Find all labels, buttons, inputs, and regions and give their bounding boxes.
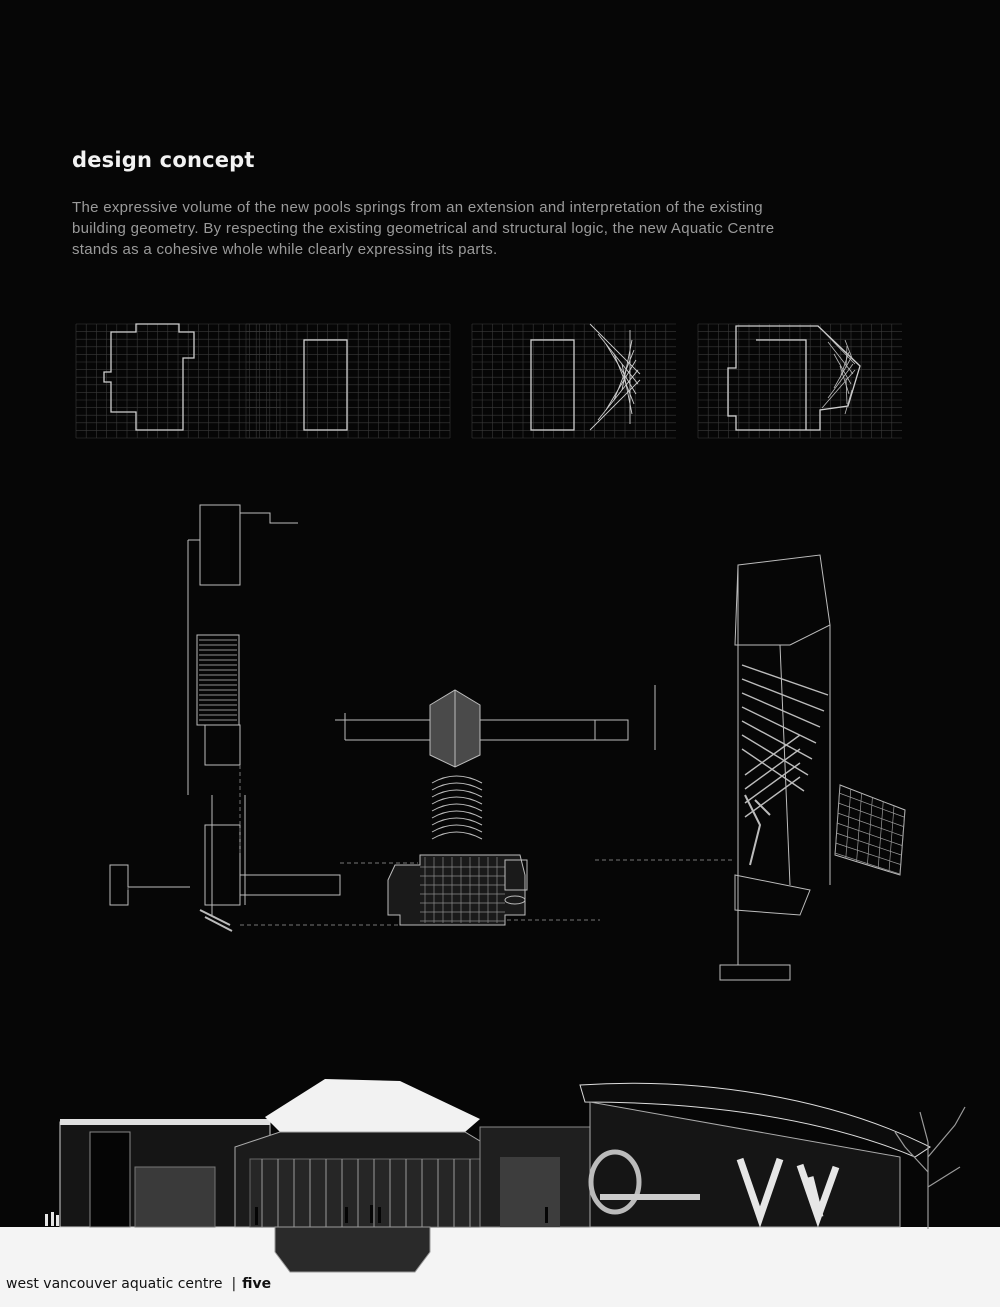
building-section-drawing — [0, 1007, 1000, 1307]
ground-plane — [0, 1227, 1000, 1307]
project-name: west vancouver aquatic centre — [6, 1276, 223, 1292]
design-concept-description — [72, 197, 892, 260]
left-lower-cluster — [110, 825, 340, 905]
description-line: building geometry. By respecting the existing geometrical and structural logic, the new Aquatic Centre — [72, 220, 775, 237]
exploded-axonometric-diagram — [0, 495, 1000, 995]
right-roof-wedge — [735, 555, 830, 645]
grid-panel — [246, 324, 450, 438]
description-line: stands as a cohesive whole while clearly expressing its parts. — [72, 241, 498, 258]
basement-pool — [275, 1227, 430, 1272]
page-footer — [6, 1276, 271, 1292]
people-silhouettes — [45, 1212, 59, 1226]
page-title: design concept — [72, 148, 255, 172]
roof-connector-left — [335, 713, 430, 740]
page-number: five — [242, 1276, 272, 1292]
central-roof — [265, 1079, 480, 1132]
footer-separator: | — [231, 1276, 237, 1292]
concept-grid-diagrams — [0, 320, 1000, 460]
grid-panel — [76, 324, 280, 438]
description-line: The expressive volume of the new pools springs from an extension and interpretation of the existing — [72, 199, 763, 216]
centre-base-block — [388, 855, 525, 925]
left-upper-block — [200, 505, 298, 585]
